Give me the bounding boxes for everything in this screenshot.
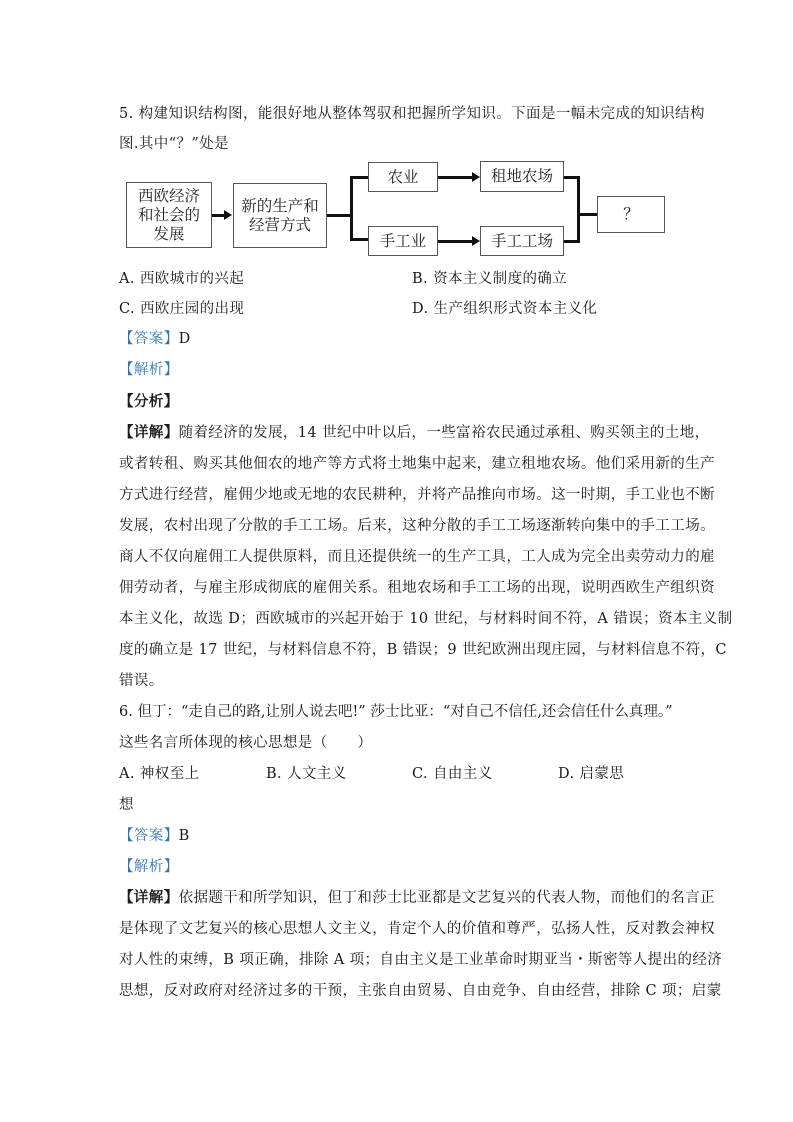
- q6-detail-line3: 对人性的束缚，B 项正确，排除 A 项；自由主义是工业革命时期亚当・斯密等人提出的经济: [119, 952, 723, 968]
- merge-line: [577, 176, 580, 243]
- box2-line2: 经营方式: [248, 215, 311, 234]
- q5-detail-line7: 本主义化，故选 D；西欧城市的兴起开始于 10 世纪，与材料时间不符，A 错误；资本主义制: [119, 611, 733, 627]
- diagram-box-new-production-mode: [233, 183, 327, 248]
- diagram-box-west-europe-development: [126, 182, 212, 248]
- q5-option-d: D. 生产组织形式资本主义化: [412, 301, 598, 317]
- box1-line3: 发展: [153, 224, 185, 243]
- diagram-box-handicraft: 手工业: [368, 226, 438, 256]
- answer-label: 【答案】: [119, 331, 179, 347]
- branch-line: [350, 176, 353, 240]
- q5-detail-line2: 或者转租、购买其他佃农的地产等方式将土地集中起来，建立租地农场。他们采用新的生产: [119, 456, 715, 472]
- connector-line: [438, 176, 474, 179]
- diagram-box-workshop: 手工工场: [480, 226, 564, 256]
- q6-detail-line1: [119, 888, 715, 908]
- q6-stem-line2: 这些名言所体现的核心思想是（ ）: [119, 735, 373, 751]
- q6-option-d-wrap: 想: [119, 797, 134, 813]
- q5-stem-line2: 图.其中“？”处是: [119, 136, 230, 152]
- connector-line: [327, 214, 352, 217]
- detail-label: 【详解】: [119, 889, 179, 906]
- q6-detail-line2: 是体现了文艺复兴的核心思想人文主义，肯定个人的价值和尊严，弘扬人性，反对教会神权: [119, 921, 715, 937]
- answer-value: D: [178, 331, 191, 347]
- box1-line2: 和社会的: [137, 205, 200, 224]
- q5-option-a: A. 西欧城市的兴起: [119, 271, 245, 287]
- q5-detail-line1: [119, 423, 709, 443]
- q6-detail-line4: 思想，反对政府对经济过多的干预，主张自由贸易、自由竞争、自由经营，排除 C 项；启蒙: [119, 983, 722, 999]
- q6-stem-line1: 6. 但丁：“走自己的路,让别人说去吧!” 莎士比亚：“对自己不信任,还会信任什么真理。”: [119, 704, 673, 720]
- connector-line: [438, 240, 474, 243]
- detail-label: 【详解】: [119, 424, 179, 441]
- detail-text: 依据题干和所学知识，但丁和莎士比亚都是文艺复兴的代表人物，而他们的名言正: [178, 890, 716, 906]
- connector-line: [350, 238, 368, 241]
- answer-label: 【答案】: [119, 828, 179, 844]
- q6-option-b: B. 人文主义: [266, 766, 347, 782]
- q5-answer: [119, 329, 191, 349]
- diagram-box-rental-farm: 租地农场: [480, 161, 564, 192]
- connector-line: [577, 213, 598, 216]
- q5-fenxi-label: 【分析】: [119, 393, 179, 410]
- answer-value: B: [178, 828, 190, 844]
- arrow-right-icon: [472, 172, 480, 182]
- q5-detail-line9: 错误。: [119, 673, 164, 689]
- q5-option-b: B. 资本主义制度的确立: [412, 271, 568, 287]
- q6-option-a: A. 神权至上: [119, 766, 200, 782]
- q5-detail-line3: 方式进行经营，雇佣少地或无地的农民耕种，并将产品推向市场。这一时期，手工业也不断: [119, 487, 715, 503]
- arrow-right-icon: [472, 236, 480, 246]
- box2-line1: 新的生产和: [241, 196, 319, 215]
- q6-analysis-label: 【解析】: [119, 859, 179, 875]
- diagram-box-agriculture: 农业: [368, 162, 438, 192]
- q5-detail-line8: 度的确立是 17 世纪，与材料信息不符，B 错误；9 世纪欧洲出现庄园，与材料信息不符，C: [119, 642, 727, 658]
- box1-line1: 西欧经济: [137, 186, 200, 205]
- connector-line: [350, 176, 368, 179]
- q5-detail-line5: 商人不仅向雇佣工人提供原料，而且还提供统一的生产工具，工人成为完全出卖劳动力的雇: [119, 549, 715, 565]
- q5-stem-line1: 5. 构建知识结构图，能很好地从整体驾驭和把握所学知识。下面是一幅未完成的知识结构: [119, 106, 705, 122]
- detail-text: 随着经济的发展，14 世纪中叶以后，一些富裕农民通过承租、购买领主的土地，: [178, 425, 710, 441]
- q5-detail-line4: 发展，农村出现了分散的手工工场。后来，这种分散的手工工场逐渐转向集中的手工工场。: [119, 518, 715, 534]
- diagram-box-question-mark: ？: [597, 196, 665, 233]
- q6-option-c: C. 自由主义: [412, 766, 493, 782]
- arrow-right-icon: [224, 210, 232, 220]
- q5-option-c: C. 西欧庄园的出现: [119, 301, 245, 317]
- q6-option-d: D. 启蒙思: [558, 766, 625, 782]
- q5-analysis-label: 【解析】: [119, 362, 179, 378]
- q6-answer: [119, 826, 190, 846]
- q5-detail-line6: 佣劳动者，与雇主形成彻底的雇佣关系。租地农场和手工工场的出现，说明西欧生产组织资: [119, 580, 715, 596]
